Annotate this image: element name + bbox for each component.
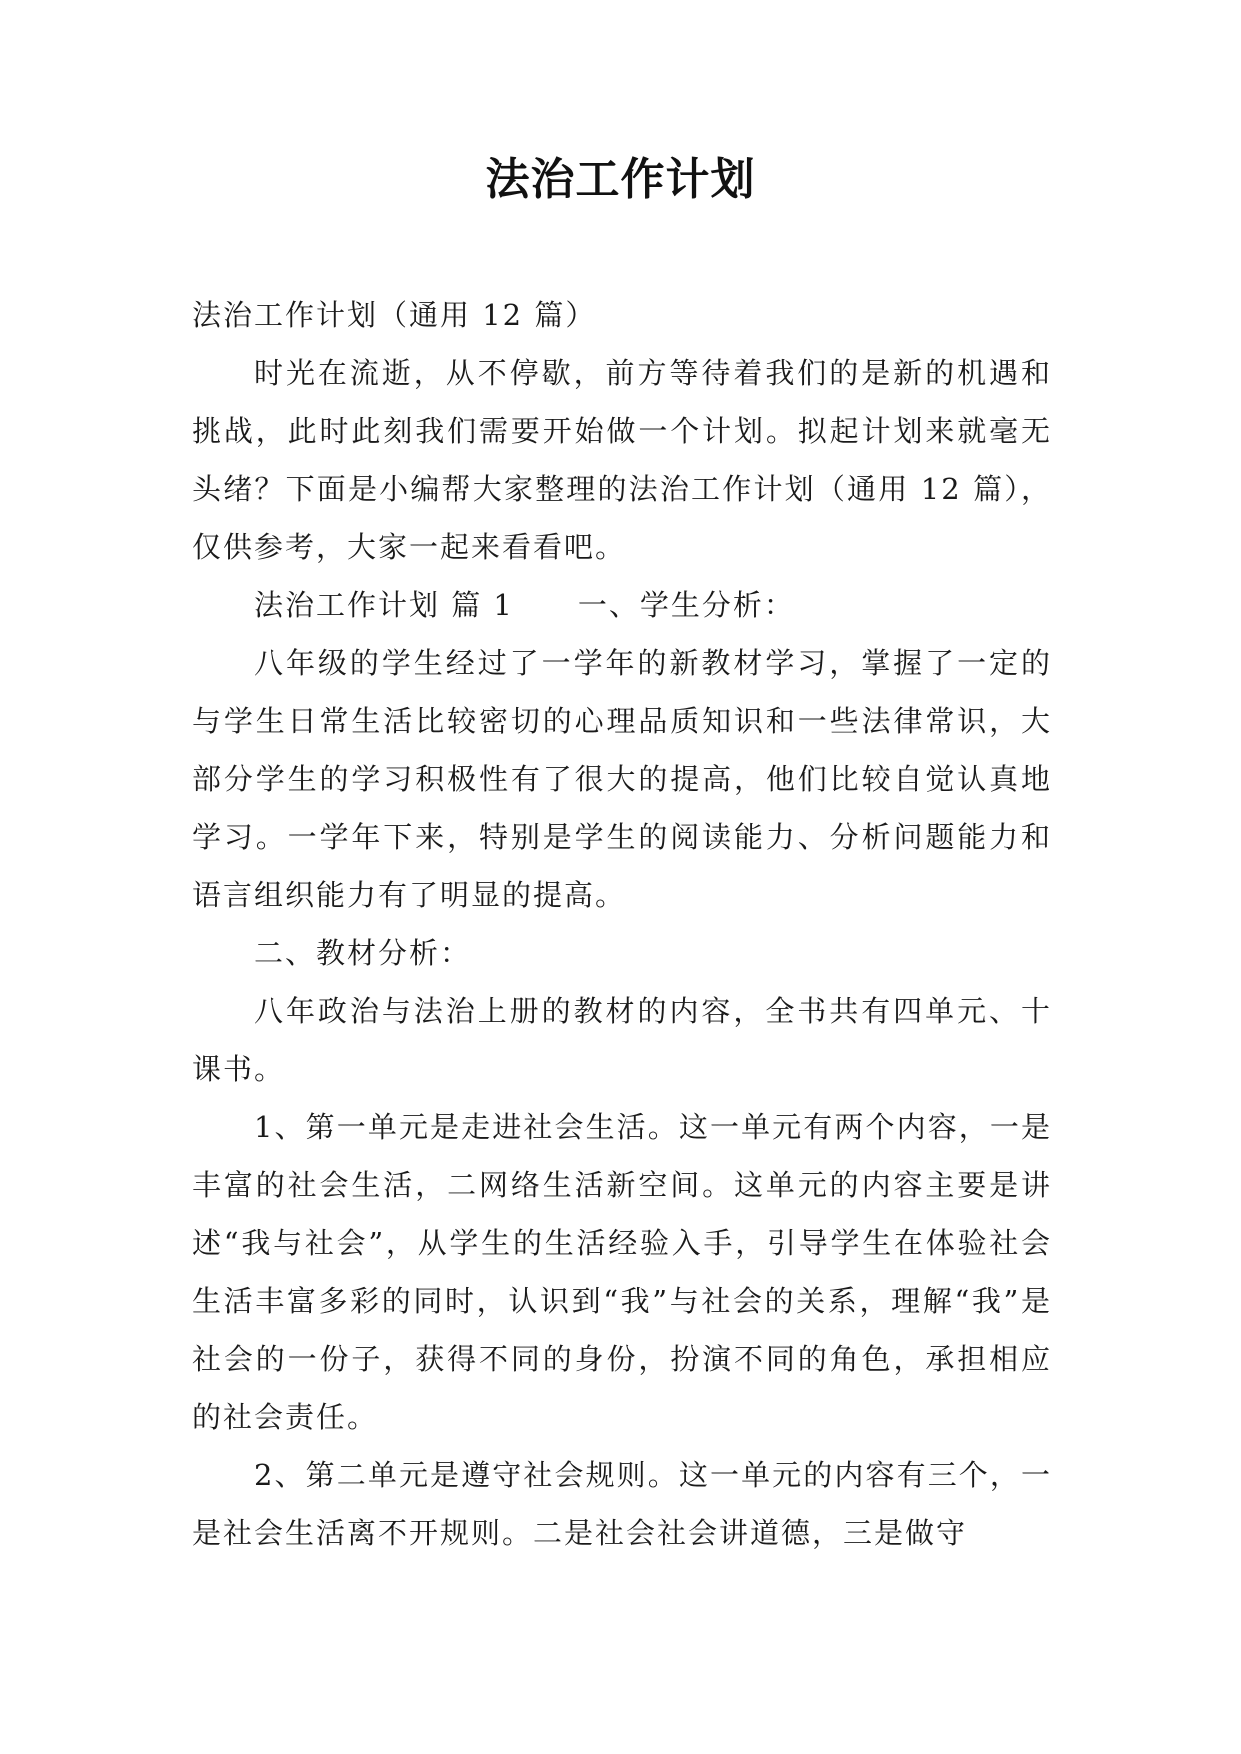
section1-heading: 一、学生分析： <box>577 588 795 622</box>
article-heading: 法治工作计划 篇 1 <box>254 588 514 622</box>
section1-paragraph: 八年级的学生经过了一学年的新教材学习，掌握了一定的与学生日常生活比较密切的心理品质知识和一些法律常识，大部分学生的学习积极性有了很大的提高，他们比较自觉认真地学习。一学年下来，特别是学生的阅读能力、分析问题能力和语言组织能力有了明显的提高。 <box>192 646 1052 912</box>
intro-paragraph: 时光在流逝，从不停歇，前方等待着我们的是新的机遇和挑战，此时此刻我们需要开始做一个计划。拟起计划来就毫无头绪？下面是小编帮大家整理的法治工作计划（通用 12 篇），仅供参考，大家一起来看看吧。 <box>192 356 1052 564</box>
article-heading-line <box>192 576 1052 634</box>
item2-paragraph: 2、第二单元是遵守社会规则。这一单元的内容有三个，一是社会生活离不开规则。二是社会社会讲道德，三是做守 <box>192 1458 1052 1550</box>
item1-paragraph: 1、第一单元是走进社会生活。这一单元有两个内容，一是丰富的社会生活，二网络生活新空间。这单元的内容主要是讲述“我与社会”，从学生的生活经验入手，引导学生在体验社会生活丰富多彩的同时，认识到“我”与社会的关系，理解“我”是社会的一份子，获得不同的身份，扮演不同的角色，承担相应的社会责任。 <box>192 1110 1052 1434</box>
document-body <box>192 286 1052 1562</box>
document-title: 法治工作计划 <box>485 154 756 205</box>
document-subtitle: 法治工作计划（通用 12 篇） <box>192 298 597 332</box>
section2-paragraph: 八年政治与法治上册的教材的内容，全书共有四单元、十课书。 <box>192 994 1052 1086</box>
section2-heading: 二、教材分析： <box>254 936 472 970</box>
